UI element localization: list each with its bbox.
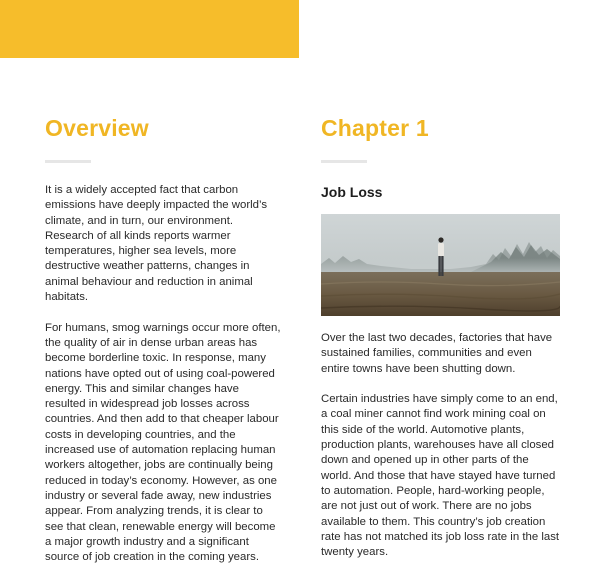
overview-column <box>45 112 281 565</box>
field-person-photo <box>321 214 560 316</box>
chapter-divider <box>321 160 367 163</box>
overview-heading: Overview <box>45 115 149 141</box>
overview-paragraph-1: It is a widely accepted fact that carbon emissions have deeply impacted the world’s climate, and in turn, our environment. Research of all kinds reports warmer temperatures, higher sea levels, more destructive weather patterns, changes in animal behaviour and reduction in animal habitats. <box>45 184 268 304</box>
chapter-paragraph-1: Over the last two decades, factories that have sustained families, communities and even entire towns have been shutting down. <box>321 332 553 375</box>
overview-divider <box>45 160 91 163</box>
chapter-column <box>321 112 561 560</box>
job-loss-subheading: Job Loss <box>321 184 383 200</box>
header-accent-bar <box>0 0 299 58</box>
overview-paragraph-2: For humans, smog warnings occur more often, the quality of air in dense urban areas has become borderline toxic. In response, many nations have opted out of using coal-powered energy. This and similar changes have resulted in widespread job losses across countries. And then add to that cheaper labour costs in developing countries, and the increased use of automation replacing human workers altogether, jobs are continually being reduced in today’s economy. However, as one industry or several fade away, new industries appear. From analyzing trends, it is clear to see that clean, renewable energy will become a major growth industry and a significant source of job creation in the coming years. <box>45 321 281 564</box>
chapter-paragraph-2: Certain industries have simply come to an end, a coal miner cannot find work mining coal on this side of the world. Automotive plants, production plants, warehouses have all closed down and opened up in other parts of the world. And those that have stayed have turned to automation. People, hard-working people, are not just out of work. There are no jobs available to them. This country’s job creation rate has not matched its job loss rate in the last twenty years. <box>321 393 560 559</box>
chapter-heading: Chapter 1 <box>321 115 429 141</box>
